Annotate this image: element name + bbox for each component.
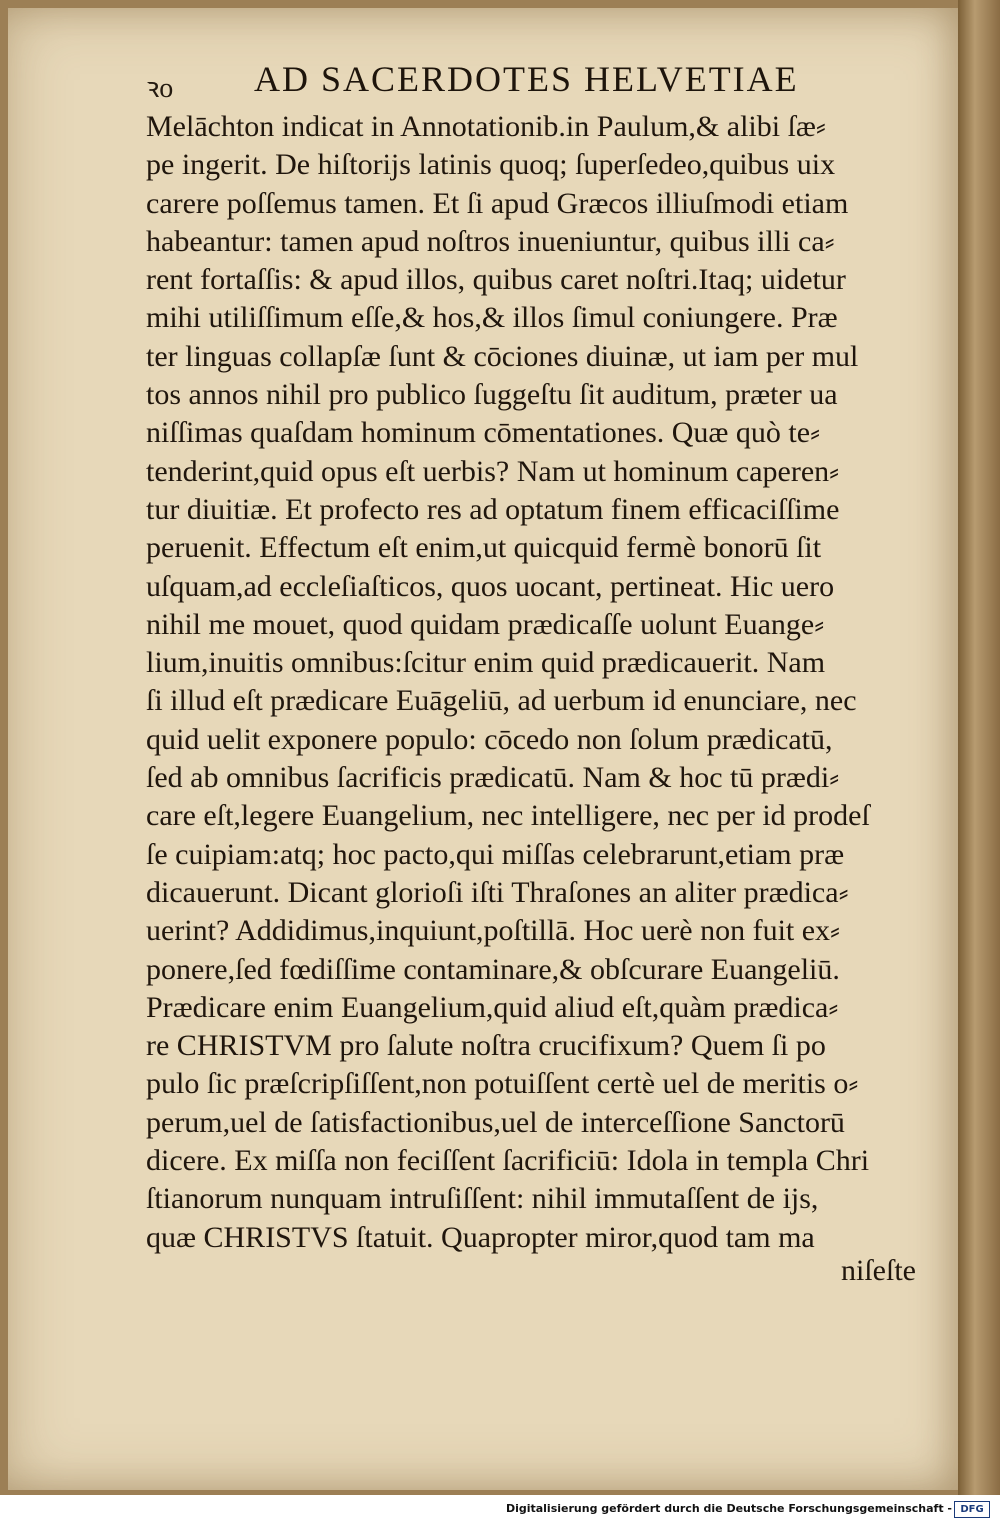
- text-line: dicauerunt. Dicant glorioſi iſti Thraſones an aliter prædica⸗: [146, 875, 849, 909]
- text-line: pulo ſic præſcripſiſſent,non potuiſſent certè uel de meritis o⸗: [146, 1067, 859, 1101]
- text-line: uſquam,ad eccleſiaſticos, quos uocant, pertineat. Hic uero: [146, 569, 835, 603]
- text-line: ſe cuipiam:atq; hoc pacto,qui miſſas celebrarunt,etiam præ: [146, 837, 845, 871]
- text-line: Melāchton indicat in Annotationib.in Paulum,& alibi ſæ⸗: [146, 110, 826, 143]
- body-text: [146, 108, 916, 1287]
- text-line: quid uelit exponere populo: cōcedo non ſolum prædicatū,: [146, 722, 833, 756]
- text-line: tos annos nihil pro publico ſuggeſtu ſit auditum, præter ua: [146, 378, 838, 412]
- text-line: dicere. Ex miſſa non feciſſent ſacrificiū: Idola in templa Chri: [146, 1144, 870, 1178]
- page-number: ꝛo: [146, 73, 174, 104]
- text-line: rent fortaſſis: & apud illos, quibus caret noſtri.Itaq; uidetur: [146, 263, 846, 297]
- text-line: mihi utiliſſimum eſſe,& hos,& illos ſimul coniungere. Præ: [146, 301, 838, 335]
- text-line: pe ingerit. De hiſtorijs latinis quoq; ſuperſedeo,quibus uix: [146, 148, 836, 182]
- page-edge: [958, 0, 1000, 1495]
- text-line: uerint? Addidimus,inquiunt,poſtillā. Hoc uerè non fuit ex⸗: [146, 914, 841, 948]
- text-line: tur diuitiæ. Et profecto res ad optatum finem efficaciſſime: [146, 492, 840, 526]
- text-line: tenderint,quid opus eſt uerbis? Nam ut hominum caperen⸗: [146, 454, 840, 488]
- funding-credit: Digitalisierung gefördert durch die Deutsche Forschungsgemeinschaft -: [505, 1502, 952, 1515]
- catchword: niſeſte: [841, 1254, 916, 1287]
- text-line: peruenit. Effectum eſt enim,ut quicquid fermè bonorū ſit: [146, 531, 822, 565]
- text-line: perum,uel de ſatisfactionibus,uel de interceſſione Sanctorū: [146, 1105, 845, 1139]
- text-line: ſtianorum nunquam intruſiſſent: nihil immutaſſent de ijs,: [146, 1182, 819, 1216]
- footer-bar: [0, 1495, 1000, 1523]
- text-line: ſi illud eſt prædicare Euāgeliū, ad uerbum id enunciare, nec: [146, 684, 857, 718]
- text-line: Prædicare enim Euangelium,quid aliud eſt,quàm prædica⸗: [146, 990, 839, 1024]
- text-line: ſed ab omnibus ſacrificis prædicatū. Nam & hoc tū prædi⸗: [146, 761, 840, 795]
- text-line: lium,inuitis omnibus:ſcitur enim quid prædicauerit. Nam: [146, 646, 826, 680]
- text-line: quæ CHRISTVS ſtatuit. Quapropter miror,quod tam ma: [146, 1220, 815, 1254]
- text-line: niſſimas quaſdam hominum cōmentationes. Quæ quò te⸗: [146, 416, 821, 450]
- text-line: ponere,ſed fœdiſſime contaminare,& obſcurare Euangeliū.: [146, 952, 840, 986]
- text-line: care eſt,legere Euangelium, nec intelligere, nec per id prodeſ: [146, 799, 870, 833]
- text-line: re CHRISTVM pro ſalute noſtra crucifixum? Quem ſi po: [146, 1029, 826, 1063]
- dfg-logo[interactable]: DFG: [954, 1501, 990, 1518]
- text-line: habeantur: tamen apud noſtros inueniuntur, quibus illi ca⸗: [146, 224, 835, 258]
- running-head: AD SACERDOTES HELVETIAE: [254, 59, 799, 99]
- text-line: carere poſſemus tamen. Et ſi apud Græcos illiuſmodi etiam: [146, 186, 849, 220]
- text-line: nihil me mouet, quod quidam prædicaſſe uolunt Euange⸗: [146, 607, 825, 641]
- text-line: ter linguas collapſæ ſunt & cōciones diuinæ, ut iam per mul: [146, 339, 859, 373]
- book-page: [8, 8, 966, 1490]
- page-header: [146, 58, 836, 102]
